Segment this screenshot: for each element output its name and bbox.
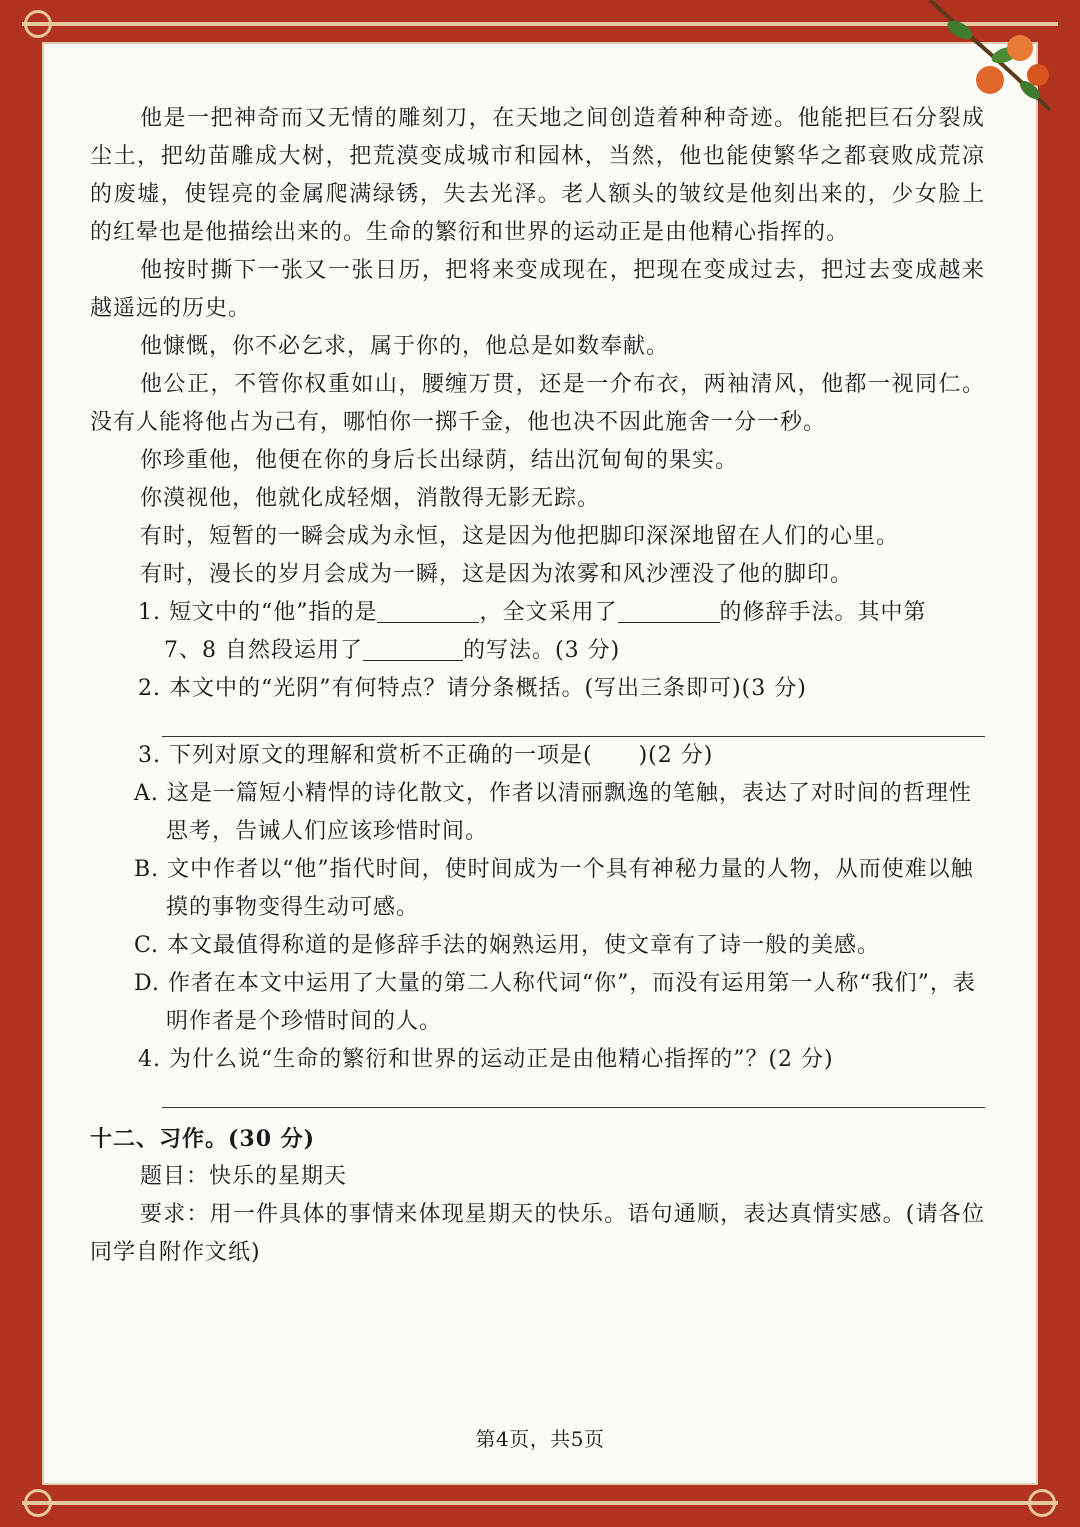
- corner-ornament-icon: [1028, 1489, 1056, 1517]
- answer-blank[interactable]: [618, 596, 720, 623]
- option-a: A. 这是一篇短小精悍的诗化散文，作者以清丽飘逸的笔触，表达了对时间的哲理性思考，告诫人们应该珍惜时间。: [134, 781, 972, 844]
- answer-line[interactable]: [162, 718, 985, 737]
- option-b: B. 文中作者以“他”指代时间，使时间成为一个具有神秘力量的人物，从而使难以触摸的事物变得生动可感。: [134, 857, 974, 920]
- option-c: C. 本文最值得称道的是修辞手法的娴熟运用，使文章有了诗一般的美感。: [134, 933, 881, 958]
- answer-line[interactable]: [162, 1089, 985, 1108]
- frame-line-bottom: [22, 1501, 1058, 1505]
- passage-paragraph: 他公正，不管你权重如山，腰缠万贯，还是一介布衣，两袖清风，他都一视同仁。没有人能将他占为己有，哪怕你一掷千金，他也决不因此施舍一分一秒。: [90, 372, 985, 435]
- passage-paragraph: 他按时撕下一张又一张日历，把将来变成现在，把现在变成过去，把过去变成越来越遥远的历史。: [90, 258, 985, 321]
- passage-paragraph: 你漠视他，他就化成轻烟，消散得无影无踪。: [140, 486, 601, 511]
- passage-paragraph: 他是一把神奇而又无情的雕刻刀，在天地之间创造着种种奇迹。他能把巨石分裂成尘土，把幼苗雕成大树，把荒漠变成城市和园林，当然，他也能使繁华之都衰败成荒凉的废墟，使锃亮的金属爬满绿锈，失去光泽。老人额头的皱纹是他刻出来的，少女脸上的红晕也是他描绘出来的。生命的繁衍和世界的运动正是由他精心指挥的。: [90, 106, 985, 245]
- question-1: 1. 短文中的“他”指的是 ，全文采用了 的修辞手法。其中第 7、8 自然段运用了 的写法。(3 分): [90, 594, 985, 670]
- corner-ornament-icon: [24, 1489, 52, 1517]
- passage-paragraph: 你珍重他，他便在你的身后长出绿荫，结出沉甸甸的果实。: [140, 448, 739, 473]
- passage-paragraph: 有时，短暂的一瞬会成为永恒，这是因为他把脚印深深地留在人们的心里。: [140, 524, 900, 549]
- essay-requirement: 要求：用一件具体的事情来体现星期天的快乐。语句通顺，表达真情实感。(请各位同学自附作文纸): [90, 1202, 985, 1265]
- option-d: D. 作者在本文中运用了大量的第二人称代词“你”，而没有运用第一人称“我们”，表明作者是个珍惜时间的人。: [134, 971, 976, 1034]
- frame-line-top: [22, 22, 1058, 26]
- section-12-title: 十二、习作。(30 分): [90, 1126, 316, 1152]
- question-4: 4. 为什么说“生命的繁衍和世界的运动正是由他精心指挥的”？(2 分): [138, 1047, 834, 1072]
- question-2: 2. 本文中的“光阴”有何特点？请分条概括。(写出三条即可)(3 分): [138, 676, 807, 701]
- essay-topic: 题目：快乐的星期天: [140, 1164, 348, 1189]
- question-3: 3. 下列对原文的理解和赏析不正确的一项是( )(2 分): [138, 743, 714, 768]
- answer-blank[interactable]: [363, 634, 463, 661]
- exam-content: [90, 100, 985, 1272]
- passage-paragraph: 有时，漫长的岁月会成为一瞬，这是因为浓雾和风沙湮没了他的脚印。: [140, 562, 854, 587]
- passage-paragraph: 他慷慨，你不必乞求，属于你的，他总是如数奉献。: [140, 334, 670, 359]
- corner-ornament-icon: [24, 10, 52, 38]
- page-number: 第4页，共5页: [475, 1427, 605, 1451]
- answer-blank[interactable]: [377, 596, 479, 623]
